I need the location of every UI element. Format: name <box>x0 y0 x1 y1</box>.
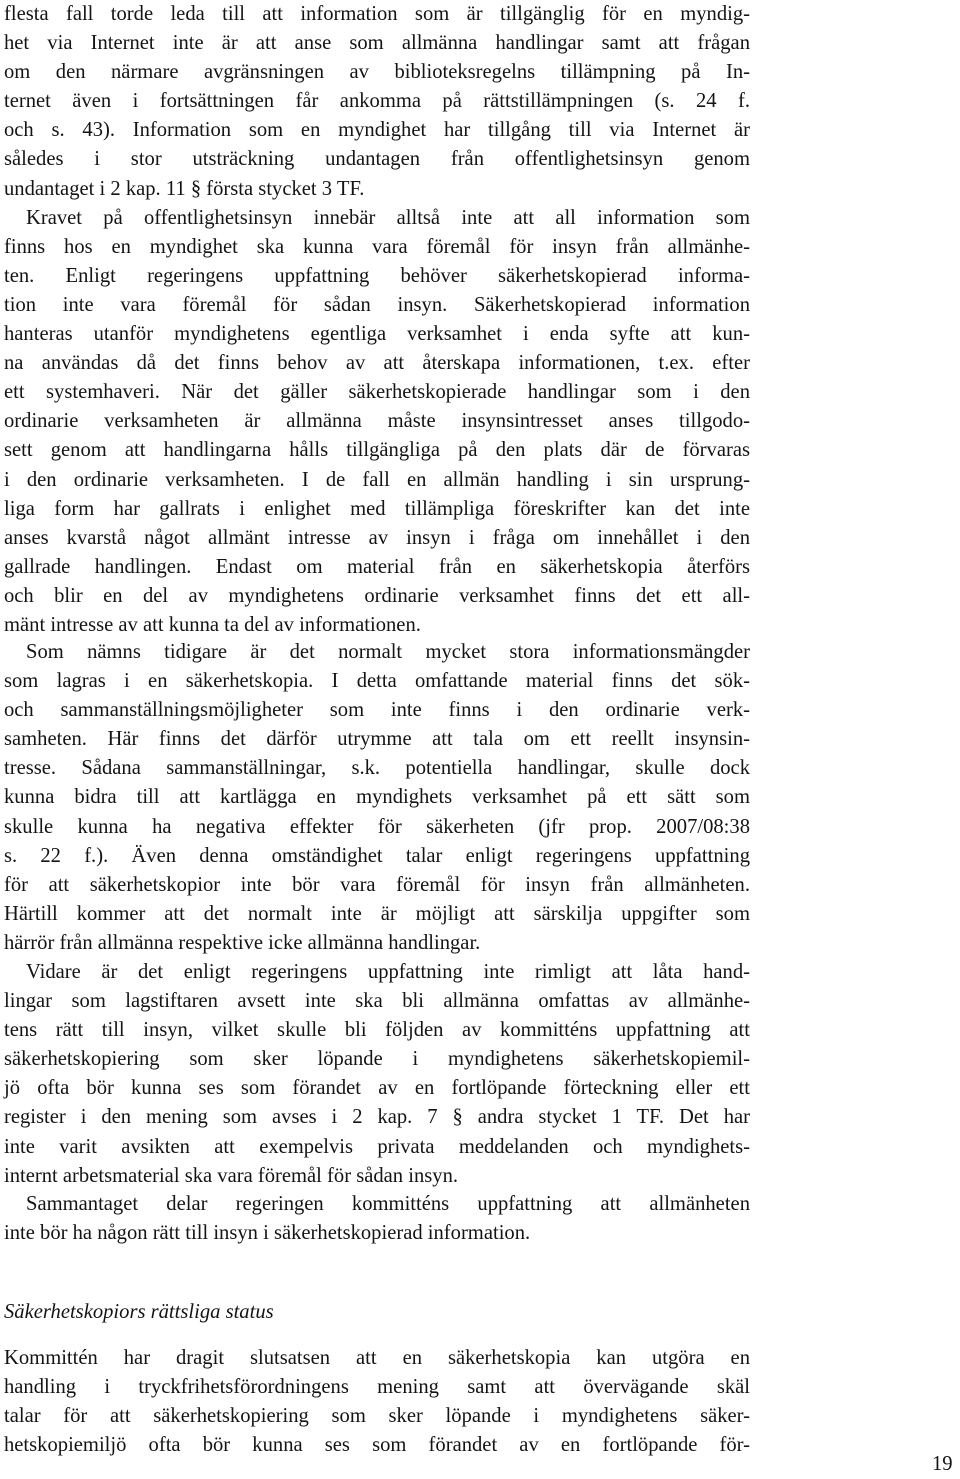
paragraph-4 <box>4 1190 750 1248</box>
text-line: ett systemhaveri. När det gäller säkerhetskopierade handlingar som i den <box>4 381 750 404</box>
text-line: ternet även i fortsättningen får ankomma på rättstillämpningen (s. 24 f. <box>4 90 750 113</box>
text-line: som lagras i en säkerhetskopia. I detta omfattande material finns det sök- <box>4 670 750 693</box>
text-line: i den ordinarie verksamheten. I de fall en allmän handling i sin ursprung- <box>4 468 750 491</box>
text-line: hetskopiemiljö ofta bör kunna ses som förandet av en fortlöpande för- <box>4 1434 750 1457</box>
text-line: mänt intresse av att kunna ta del av informationen. <box>4 613 421 636</box>
paragraph-2 <box>4 638 750 958</box>
text-line: och s. 43). Information som en myndighet har tillgång till via Internet är <box>4 119 750 142</box>
text-line: handling i tryckfrihetsförordningens mening samt att övervägande skäl <box>4 1376 750 1399</box>
text-line: na användas då det finns behov av att återskapa informationen, t.ex. efter <box>4 352 750 375</box>
text-line: s. 22 f.). Även denna omständighet talar enligt regeringens uppfattning <box>4 844 750 867</box>
text-line: gallrade handlingen. Endast om material från en säkerhetskopia återförs <box>4 555 750 578</box>
text-line: för att säkerhetskopior inte bör vara föremål för insyn från allmänheten. <box>4 873 750 896</box>
text-line: säkerhetskopiering som sker löpande i myndighetens säkerhetskopiemil- <box>4 1048 750 1071</box>
text-line: och sammanställningsmöjligheter som inte finns i den ordinarie verk- <box>4 699 750 722</box>
text-line: register i den mening som avses i 2 kap. 7 § andra stycket 1 TF. Det har <box>4 1106 750 1129</box>
text-line: undantaget i 2 kap. 11 § första stycket 3 TF. <box>4 177 365 200</box>
text-line: lingar som lagstiftaren avsett inte ska bli allmänna omfattas av allmänhe- <box>4 990 750 1013</box>
text-line: skulle kunna ha negativa effekter för säkerheten (jfr prop. 2007/08:38 <box>4 815 750 838</box>
section-paragraph <box>4 1344 750 1460</box>
text-line: tion inte vara föremål för sådan insyn. Säkerhetskopierad information <box>4 293 750 316</box>
text-line: internt arbetsmaterial ska vara föremål för sådan insyn. <box>4 1164 459 1187</box>
text-line: talar för att säkerhetskopiering som sker löpande i myndighetens säker- <box>4 1405 750 1428</box>
text-line: samheten. Här finns det därför utrymme att tala om ett reellt insynsin- <box>4 728 750 751</box>
text-line: härrör från allmänna respektive icke allmänna handlingar. <box>4 931 481 954</box>
text-line: anses kvarstå något allmänt intresse av insyn i fråga om innehållet i den <box>4 526 750 549</box>
text-line: hanteras utanför myndighetens egentliga verksamhet i enda syfte att kun- <box>4 323 750 346</box>
text-line: tens rätt till insyn, vilket skulle bli följden av kommitténs uppfattning att <box>4 1019 750 1042</box>
text-line: tresse. Sådana sammanställningar, s.k. potentiella handlingar, skulle dock <box>4 757 750 780</box>
paragraph-1 <box>4 0 750 640</box>
text-line: ordinarie verksamheten är allmänna måste insynsintresset anses tillgodo- <box>4 410 750 433</box>
text-line: liga form har gallrats i enlighet med tillämpliga föreskrifter kan det inte <box>4 497 750 520</box>
text-line: Kravet på offentlighetsinsyn innebär alltså inte att all information som <box>26 206 750 229</box>
page-number: 19 <box>932 1453 953 1475</box>
text-line: inte varit avsikten att exempelvis privata meddelanden och myndighets- <box>4 1135 750 1158</box>
text-line: flesta fall torde leda till att information som är tillgänglig för en myndig- <box>4 3 750 25</box>
text-line: Som nämns tidigare är det normalt mycket stora informationsmängder <box>26 641 750 663</box>
text-line: ten. Enligt regeringens uppfattning behöver säkerhetskopierad informa- <box>4 264 750 287</box>
text-line: Kommittén har dragit slutsatsen att en säkerhetskopia kan utgöra en <box>4 1347 750 1369</box>
text-line: sett genom att handlingarna hålls tillgängliga på den plats där de förvaras <box>4 439 750 462</box>
text-line: Sammantaget delar regeringen kommitténs uppfattning att allmänheten <box>26 1193 750 1215</box>
text-line: om den närmare avgränsningen av biblioteksregelns tillämpning på In- <box>4 61 750 84</box>
text-line: och blir en del av myndighetens ordinarie verksamhet finns det ett all- <box>4 584 750 607</box>
text-line: Vidare är det enligt regeringens uppfattning inte rimligt att låta hand- <box>26 961 750 983</box>
text-line: kunna bidra till att kartlägga en myndighets verksamhet på ett sätt som <box>4 786 750 809</box>
text-line: inte bör ha någon rätt till insyn i säkerhetskopierad information. <box>4 1222 531 1245</box>
paragraph-3 <box>4 958 750 1191</box>
text-line: således i stor utsträckning undantagen från offentlighetsinsyn genom <box>4 148 750 171</box>
text-line: finns hos en myndighet ska kunna vara föremål för insyn från allmänhe- <box>4 235 750 258</box>
text-line: het via Internet inte är att anse som allmänna handlingar samt att frågan <box>4 32 750 55</box>
text-line: jö ofta bör kunna ses som förandet av en fortlöpande förteckning eller ett <box>4 1077 750 1100</box>
text-line: Härtill kommer att det normalt inte är möjligt att särskilja uppgifter som <box>4 902 750 925</box>
section-heading: Säkerhetskopiors rättsliga status <box>4 1301 274 1323</box>
